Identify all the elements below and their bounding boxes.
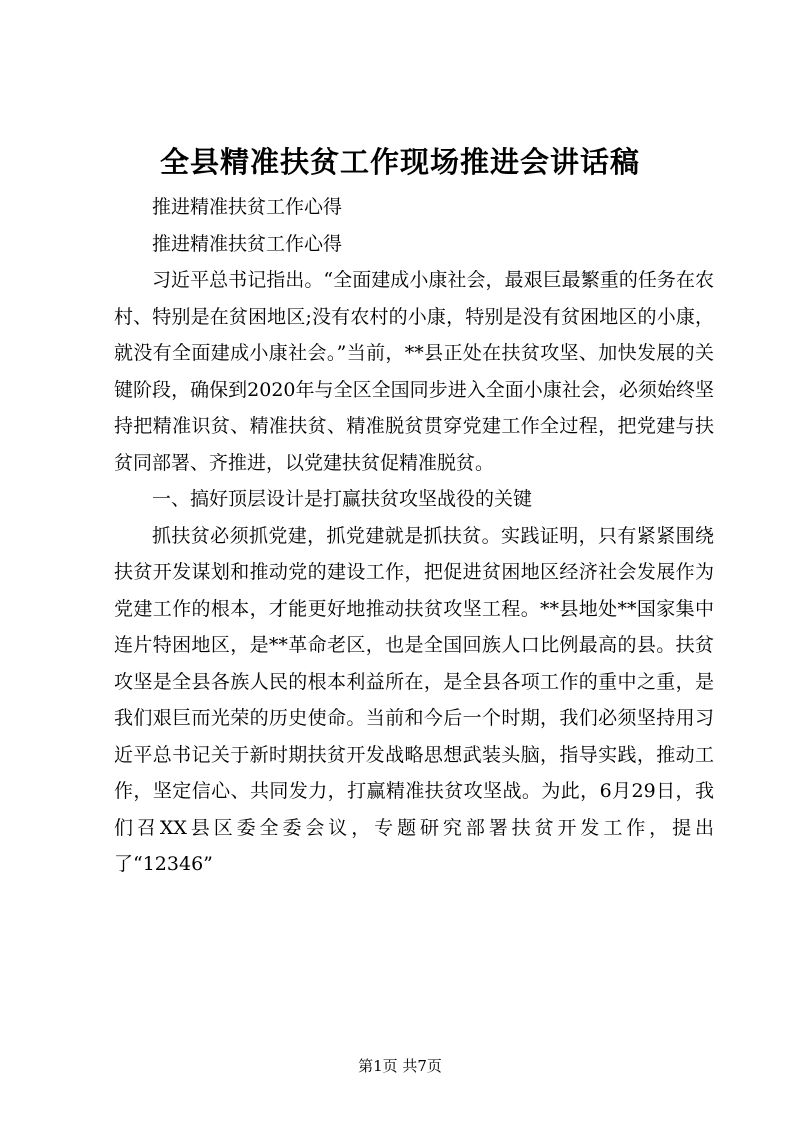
subheading-paragraph: 推进精准扶贫工作心得: [152, 196, 343, 218]
body-paragraph: 抓扶贫必须抓党建，抓党建就是抓扶贫。实践证明，只有紧紧围绕扶贫开发谋划和推动党的建设工作，把促进贫困地区经济社会发展作为党建工作的根本，才能更好地推动扶贫攻坚工程。**县地处**国家集中连片特困地区，是**革命老区，也是全国回族人口比例最高的县。扶贫攻坚是全县各族人民的根本利益所在，是全县各项工作的重中之重，是我们艰巨而光荣的历史使命。当前和今后一个时期，我们必须坚持用习近平总书记关于新时期扶贫开发战略思想武装头脑，指导实践，推动工作，坚定信心、共同发力，打赢精准扶贫攻坚战。为此，6月29日，我们召XX县区委全委会议，专题研究部署扶贫开发工作，提出了“12346”: [114, 524, 714, 875]
document-body: [114, 189, 714, 883]
section-heading: 一、搞好顶层设计是打赢扶贫攻坚战役的关键: [152, 488, 533, 510]
page-footer: 第1页 共7页: [358, 1057, 442, 1075]
body-paragraph: 习近平总书记指出。“全面建成小康社会，最艰巨最繁重的任务在农村、特别是在贫困地区;没有农村的小康，特别是没有贫困地区的小康，就没有全面建成小康社会。”当前，**县正处在扶贫攻坚、加快发展的关键阶段，确保到2020年与全区全国同步进入全面小康社会，必须始终坚持把精准识贫、精准扶贫、精准脱贫贯穿党建工作全过程，把党建与扶贫同部署、齐推进，以党建扶贫促精准脱贫。: [114, 269, 714, 474]
subheading-paragraph: 推进精准扶贫工作心得: [152, 232, 343, 255]
document-title: 全县精准扶贫工作现场推进会讲话稿: [159, 145, 640, 179]
